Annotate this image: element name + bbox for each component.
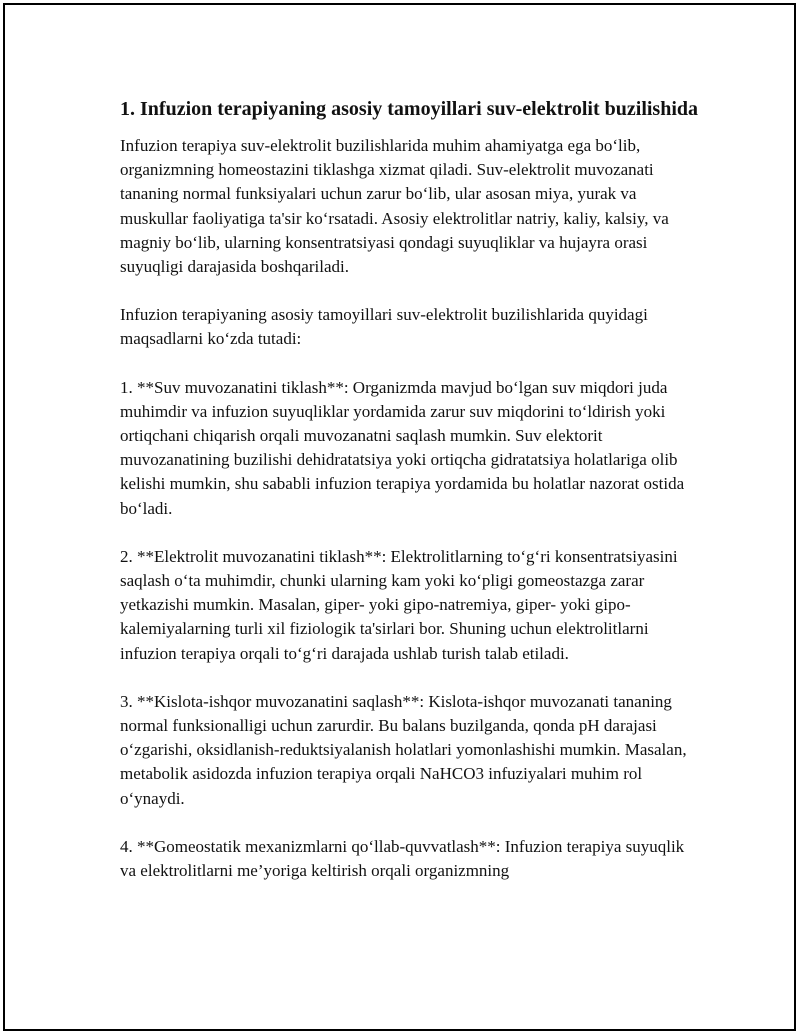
document-page bbox=[3, 3, 796, 1031]
paragraph-item-1: 1. **Suv muvozanatini tiklash**: Organizmda mavjud bo‘lgan suv miqdori juda muhimdir va infuzion suyuqliklar yordamida zarur suv miqdorini to‘ldirish yoki ortiqchani chiqarish orqali muvozanatni saqlash mumkin. Suv elektorit muvozanatining buzilishi dehidratatsiya yoki ortiqcha gidratatsiya holatlariga olib kelishi mumkin, shu sababli infuzion terapiya yordamida bu holatlar nazorat ostida bo‘ladi. bbox=[120, 377, 685, 518]
paragraph-item-3: 3. **Kislota-ishqor muvozanatini saqlash**: Kislota-ishqor muvozanati tananing normal funksionalligi uchun zarurdir. Bu balans buzilganda, qonda pH darajasi o‘zgarishi, oksidlanish-reduktsiyalanish holatlari yomonlashishi mumkin. Masalan, metabolik asidozda infuzion terapiya orqali NaHCO3 infuziyalari muhim rol o‘ynaydi. bbox=[120, 691, 687, 808]
paragraph-item-2: 2. **Elektrolit muvozanatini tiklash**: Elektrolitlarning to‘g‘ri konsentratsiyasini saqlash o‘ta muhimdir, chunki ularning kam yoki ko‘pligi gomeostazga zarar yetkazishi mumkin. Masalan, giper- yoki gipo-natremiya, giper- yoki gipo-kalemiyalarning turli xil fiziologik ta'sirlari bor. Shuning uchun elektrolitlarni infuzion terapiya orqali to‘g‘ri darajada ushlab turish talab etiladi. bbox=[120, 546, 678, 663]
section-heading: 1. Infuzion terapiyaning asosiy tamoyillari suv-elektrolit buzilishida bbox=[120, 98, 699, 120]
document-body bbox=[120, 97, 700, 907]
paragraph-goals: Infuzion terapiyaning asosiy tamoyillari suv-elektrolit buzilishlarida quyidagi maqsadlarni ko‘zda tutadi: bbox=[120, 305, 648, 349]
paragraph-intro: Infuzion terapiya suv-elektrolit buzilishlarida muhim ahamiyatga ega bo‘lib, organizmning homeostazini tiklashga xizmat qiladi. Suv-elektrolit muvozanati tananing normal funksiyalari uchun zarur bo‘lib, ular asosan miya, yurak va muskullar faoliyatiga ta'sir ko‘rsatadi. Asosiy elektrolitlar natriy, kaliy, kalsiy, va magniy bo‘lib, ularning konsentratsiyasi qondagi suyuqliklar va hujayra orasi suyuqligi darajasida boshqariladi. bbox=[120, 136, 669, 277]
paragraph-item-4: 4. **Gomeostatik mexanizmlarni qo‘llab-quvvatlash**: Infuzion terapiya suyuqlik va elektrolitlarni me’yoriga keltirish orqali organizmning bbox=[120, 836, 685, 881]
